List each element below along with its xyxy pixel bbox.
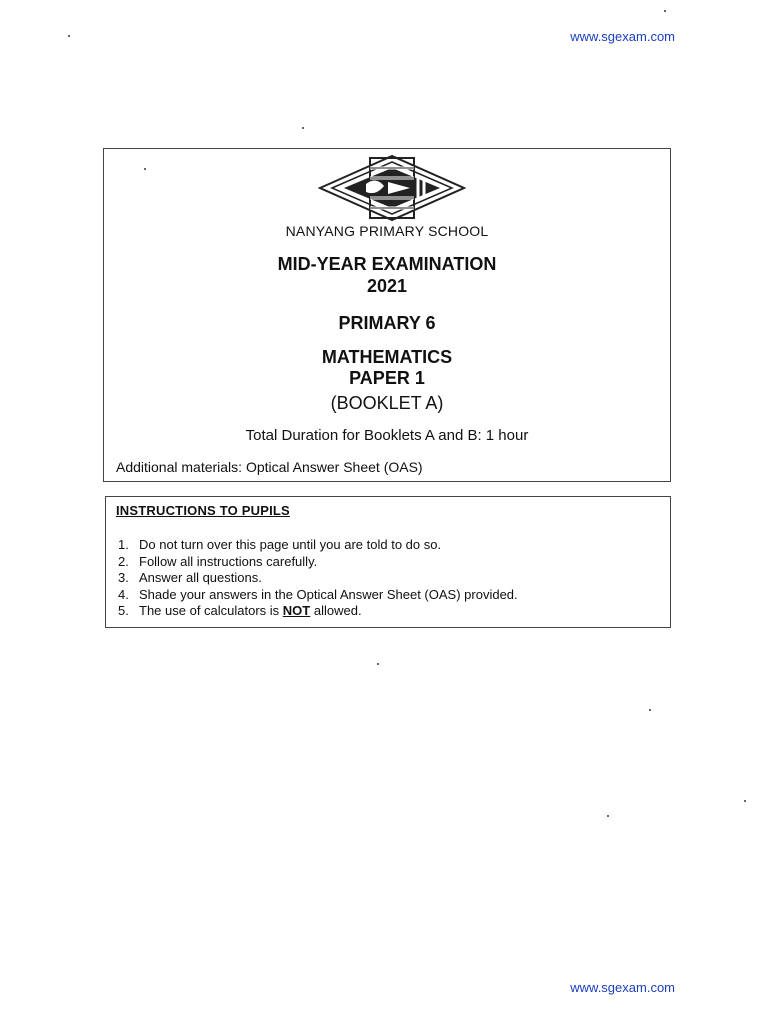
subject-title [104, 347, 670, 389]
instruction-number: 1. [118, 537, 129, 552]
instruction-item [118, 554, 518, 571]
scan-speck [68, 35, 70, 37]
scan-speck [302, 127, 304, 129]
emphasis-not: NOT [282, 603, 311, 618]
exam-title [104, 253, 670, 297]
instruction-text [139, 603, 362, 620]
instruction-number: 5. [118, 603, 129, 618]
instruction-text: Answer all questions. [139, 570, 262, 585]
school-crest-icon [318, 154, 466, 222]
exam-title-line1: MID-YEAR EXAMINATION [277, 254, 497, 274]
watermark-top[interactable]: www.sgexam.com [570, 29, 675, 44]
instruction-item [118, 537, 518, 554]
duration-text: Total Duration for Booklets A and B: 1 hour [245, 427, 529, 444]
exam-level: PRIMARY 6 [338, 313, 436, 333]
instruction-number: 2. [118, 553, 129, 569]
booklet-label: (BOOKLET A) [330, 393, 444, 413]
additional-materials: Additional materials: Optical Answer Sheet (OAS) [116, 459, 423, 475]
instruction-text: Follow all instructions carefully. [139, 553, 318, 569]
paper-number: PAPER 1 [349, 368, 425, 388]
subject-name: MATHEMATICS [321, 347, 453, 367]
scan-speck [744, 800, 746, 802]
instruction-text: Do not turn over this page until you are told to do so. [139, 537, 442, 552]
scan-speck [649, 709, 651, 711]
instruction-item [118, 603, 518, 620]
instruction-text-end: allowed. [310, 603, 362, 618]
scan-speck [664, 10, 666, 12]
scan-speck [377, 663, 379, 665]
instructions-panel [105, 496, 671, 628]
instruction-item [118, 587, 518, 604]
instruction-number: 4. [118, 586, 129, 602]
instructions-heading: INSTRUCTIONS TO PUPILS [116, 503, 290, 518]
scan-speck [607, 815, 609, 817]
cover-panel [103, 148, 671, 482]
instruction-number: 3. [118, 570, 129, 585]
instruction-text: Shade your answers in the Optical Answer Sheet (OAS) provided. [139, 586, 518, 602]
exam-year: 2021 [366, 276, 408, 296]
school-name: NANYANG PRIMARY SCHOOL [285, 223, 489, 239]
watermark-bottom[interactable]: www.sgexam.com [570, 980, 675, 995]
instruction-text-start: The use of calculators is [139, 603, 283, 618]
instructions-list [118, 537, 518, 620]
instruction-item [118, 570, 518, 587]
